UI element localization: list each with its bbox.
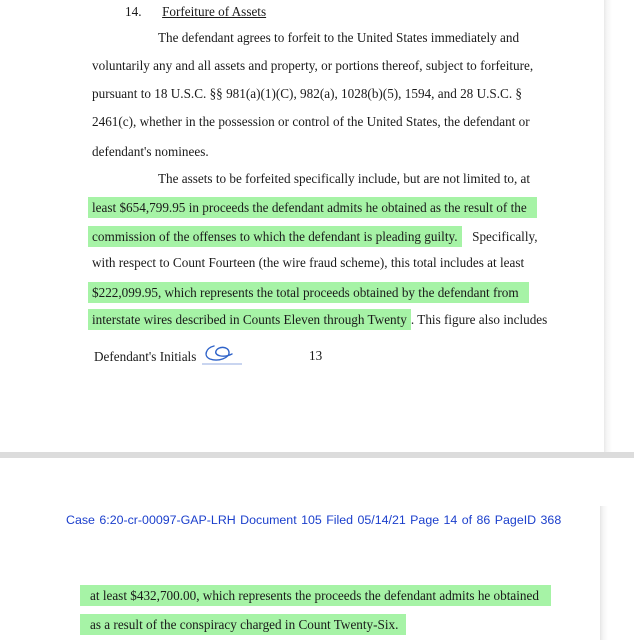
highlighted-line bbox=[92, 229, 538, 245]
highlighted-line bbox=[92, 312, 547, 328]
highlight: interstate wires described in Counts Eleven through Twenty bbox=[88, 309, 411, 330]
paragraph-line: The assets to be forfeited specifically include, but are not limited to, at bbox=[158, 171, 531, 186]
initials-signature bbox=[200, 342, 244, 368]
paragraph-text: . This figure also includes bbox=[410, 312, 548, 327]
section-heading bbox=[125, 4, 266, 20]
paragraph-line: 2461(c), whether in the possession or control of the United States, the defendant or bbox=[92, 114, 530, 129]
paragraph-line: voluntarily any and all assets and property, or portions thereof, subject to forfeiture, bbox=[92, 58, 534, 73]
highlighted-line bbox=[92, 285, 529, 301]
highlight: at least $432,700.00, which represents the proceeds the defendant admits he obtained bbox=[80, 585, 551, 606]
highlight: least $654,799.95 in proceeds the defendant admits he obtained as the result of the bbox=[88, 197, 537, 218]
paragraph-line: pursuant to 18 U.S.C. §§ 981(a)(1)(C), 982(a), 1028(b)(5), 1594, and 28 U.S.C. § bbox=[92, 86, 523, 101]
paragraph-line: The defendant agrees to forfeit to the United States immediately and bbox=[158, 30, 520, 45]
page-number: 13 bbox=[309, 348, 323, 363]
section-title: Forfeiture of Assets bbox=[162, 4, 267, 19]
highlighted-line bbox=[90, 588, 551, 604]
highlighted-line bbox=[92, 200, 537, 216]
highlight: as a result of the conspiracy charged in Count Twenty-Six. bbox=[80, 614, 406, 635]
paragraph-line: defendant's nominees. bbox=[92, 144, 209, 159]
paragraph-text: Specifically, bbox=[472, 229, 538, 244]
highlighted-line bbox=[90, 617, 406, 633]
page-edge bbox=[600, 506, 634, 640]
highlight: commission of the offenses to which the defendant is pleading guilty. bbox=[88, 226, 462, 247]
highlight: $222,099.95, which represents the total proceeds obtained by the defendant from bbox=[88, 282, 529, 303]
paragraph-line: with respect to Count Fourteen (the wire fraud scheme), this total includes at least bbox=[92, 255, 525, 270]
page-gap bbox=[0, 458, 634, 506]
page-edge bbox=[604, 0, 634, 452]
case-header: Case 6:20-cr-00097-GAP-LRH Document 105 Filed 05/14/21 Page 14 of 86 PageID 368 bbox=[66, 513, 562, 527]
initials-label: Defendant's Initials bbox=[94, 349, 197, 364]
section-number: 14. bbox=[125, 4, 142, 19]
